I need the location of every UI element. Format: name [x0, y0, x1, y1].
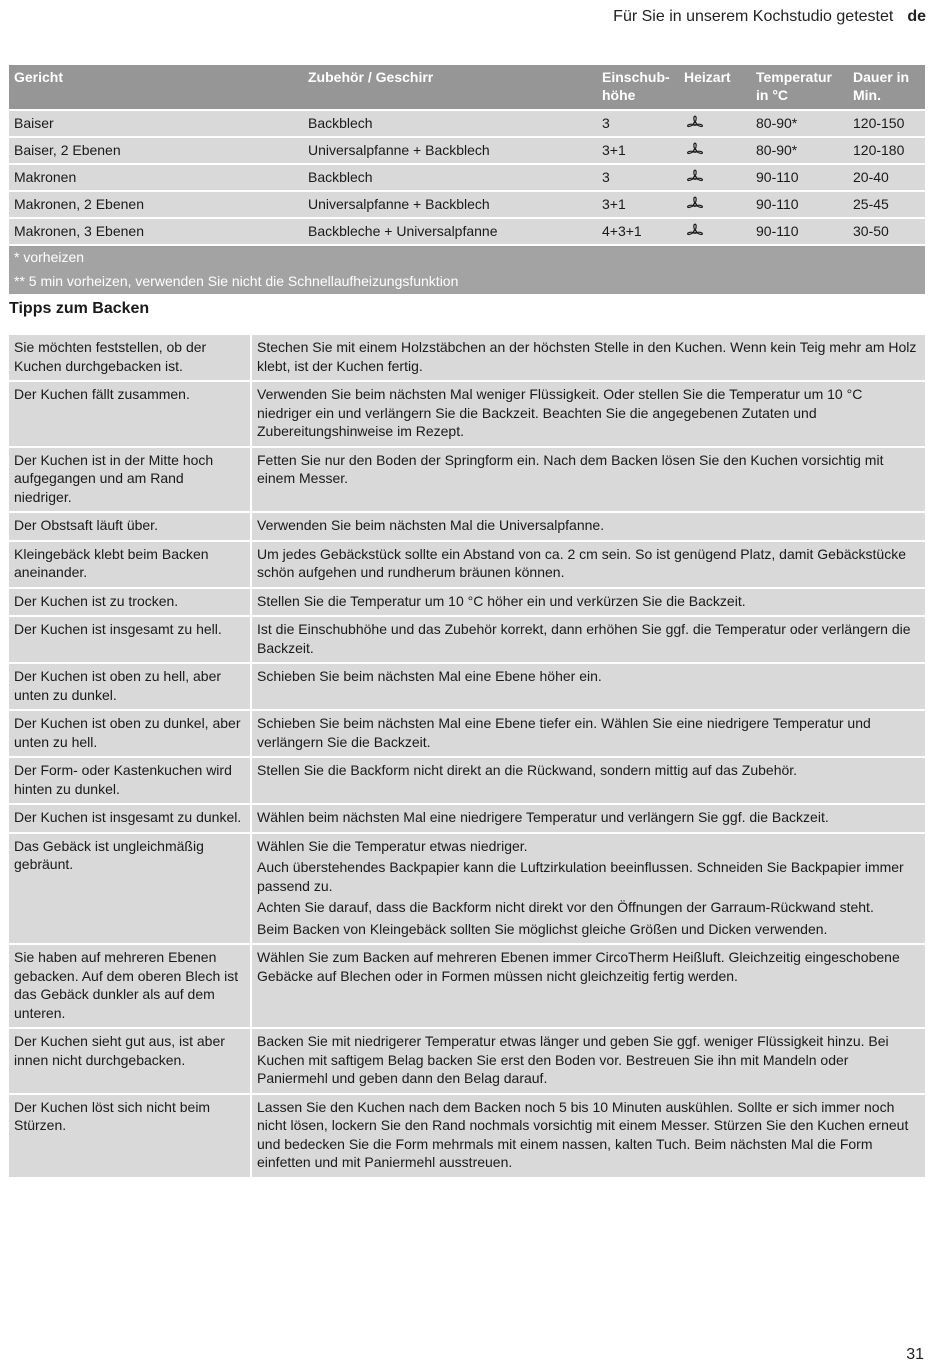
cell-heat: [679, 218, 751, 245]
tip-solution: [251, 710, 925, 757]
tip-solution-text: Stechen Sie mit einem Holzstäbchen an der höchsten Stelle in den Kuchen. Wenn kein Teig mehr am Holz klebt, ist der Kuchen fertig.: [257, 339, 917, 374]
cell-temp: 80-90*: [751, 110, 848, 137]
cell-duration: 25-45: [848, 191, 925, 218]
tip-solution-text: Schieben Sie beim nächsten Mal eine Ebene tiefer ein. Wählen Sie eine niedrigere Temperatur und verlängern Sie die Backzeit.: [257, 715, 871, 750]
cell-level: 3: [597, 110, 679, 137]
tip-solution-text: Verwenden Sie beim nächsten Mal weniger Flüssigkeit. Oder stellen Sie die Temperatur um 10 °C niedriger ein und verlängern Sie die Backzeit. Beachten Sie die angegebenen Zutaten und Zubereitungshinweise im Rezept.: [257, 386, 863, 439]
tip-row: [9, 588, 925, 617]
cell-dish: Baiser, 2 Ebenen: [9, 137, 303, 164]
tip-problem: Der Kuchen ist insgesamt zu dunkel.: [9, 804, 251, 833]
cell-level: 4+3+1: [597, 218, 679, 245]
tip-row: [9, 512, 925, 541]
tip-solution: [251, 447, 925, 513]
tip-row: [9, 710, 925, 757]
cell-heat: [679, 191, 751, 218]
tip-solution-text: Wählen Sie zum Backen auf mehreren Ebenen immer CircoTherm Heißluft. Gleichzeitig eingeschobene Gebäcke auf Blechen oder in Formen müssen nicht gleichzeitig fertig werden.: [257, 949, 900, 984]
tip-solution-text: Lassen Sie den Kuchen nach dem Backen noch 5 bis 10 Minuten auskühlen. Sollte er sich immer noch nicht lösen, lockern Sie den Rand nochmals vorsichtig mit einem Messer. Stürzen Sie den Kuchen erneut und bedecken Sie die Form mehrmals mit einem nassen, kalten Tuch. Beim nächsten Mal die Form einfetten und mit Paniermehl ausstreuen.: [257, 1098, 909, 1170]
tip-row: [9, 757, 925, 804]
cell-heat: [679, 110, 751, 137]
tip-solution-text: Backen Sie mit niedrigerer Temperatur etwas länger und geben Sie ggf. weniger Flüssigkeit hinzu. Bei Kuchen mit saftigem Belag backen Sie erst den Boden vor. Bestreuen Sie ihn mit Mandeln oder Paniermehl und geben dann den Belag darauf.: [257, 1033, 889, 1086]
tip-problem: Das Gebäck ist ungleichmäßig gebräunt.: [9, 833, 251, 945]
table-row: [9, 218, 925, 245]
tip-problem: Der Form- oder Kastenkuchen wird hinten zu dunkel.: [9, 757, 251, 804]
cell-accessory: Universalpfanne + Backblech: [303, 137, 597, 164]
tip-problem: Der Kuchen ist zu trocken.: [9, 588, 251, 617]
tip-row: [9, 804, 925, 833]
tip-solution: [251, 663, 925, 710]
fan-icon: [686, 195, 704, 213]
col-header-dish: Gericht: [9, 65, 303, 110]
tip-row: [9, 1028, 925, 1094]
tip-problem: Sie haben auf mehreren Ebenen gebacken. Auf dem oberen Blech ist das Gebäck dunkler als auf dem unteren.: [9, 944, 251, 1028]
tip-solution-text: Verwenden Sie beim nächsten Mal die Universalpfanne.: [257, 517, 605, 533]
cell-duration: 30-50: [848, 218, 925, 245]
cell-dish: Makronen, 2 Ebenen: [9, 191, 303, 218]
cell-duration: 120-180: [848, 137, 925, 164]
tip-problem: Sie möchten feststellen, ob der Kuchen durchgebacken ist.: [9, 334, 251, 381]
table-row: [9, 110, 925, 137]
cell-level: 3+1: [597, 191, 679, 218]
tip-problem: Der Obstsaft läuft über.: [9, 512, 251, 541]
cell-accessory: Backbleche + Universalpfanne: [303, 218, 597, 245]
tip-solution-text: Beim Backen von Kleingebäck sollten Sie möglichst gleiche Größen und Dicken verwenden.: [257, 920, 828, 937]
tip-solution: [251, 1028, 925, 1094]
cell-accessory: Backblech: [303, 164, 597, 191]
tip-row: [9, 944, 925, 1028]
tip-problem: Der Kuchen ist insgesamt zu hell.: [9, 616, 251, 663]
cell-dish: Baiser: [9, 110, 303, 137]
tip-problem: Kleingebäck klebt beim Backen aneinander.: [9, 541, 251, 588]
cell-duration: 20-40: [848, 164, 925, 191]
table-note-row: [9, 245, 925, 270]
tip-solution-text: Um jedes Gebäckstück sollte ein Abstand von ca. 2 cm sein. So ist genügend Platz, damit Gebäckstücke schön aufgehen und rundherum bräunen können.: [257, 545, 907, 580]
tip-row: [9, 616, 925, 663]
cell-accessory: Backblech: [303, 110, 597, 137]
tip-solution: [251, 512, 925, 541]
tips-table: [9, 333, 925, 1177]
cell-temp: 90-110: [751, 218, 848, 245]
page-number: 31: [906, 1346, 924, 1363]
tip-problem: Der Kuchen ist in der Mitte hoch aufgegangen und am Rand niedriger.: [9, 447, 251, 513]
tip-row: [9, 447, 925, 513]
baking-table: [9, 65, 925, 294]
tip-solution: [251, 588, 925, 617]
col-header-temp: Temperatur in °C: [751, 65, 848, 110]
tip-problem: Der Kuchen löst sich nicht beim Stürzen.: [9, 1094, 251, 1177]
tip-solution-text: Wählen beim nächsten Mal eine niedrigere Temperatur und verlängern Sie ggf. die Backzeit.: [257, 809, 829, 825]
page-header: [613, 8, 926, 28]
baking-table-header: [9, 65, 925, 110]
fan-icon: [686, 222, 704, 240]
tip-solution: [251, 804, 925, 833]
tip-solution: [251, 1094, 925, 1177]
tip-problem: Der Kuchen ist oben zu dunkel, aber unten zu hell.: [9, 710, 251, 757]
tip-solution-text: Achten Sie darauf, dass die Backform nicht direkt vor den Öffnungen der Garraum-Rückwand steht.: [257, 899, 874, 915]
cell-temp: 80-90*: [751, 137, 848, 164]
fan-icon: [686, 114, 704, 132]
table-row: [9, 164, 925, 191]
cell-duration: 120-150: [848, 110, 925, 137]
cell-temp: 90-110: [751, 191, 848, 218]
tip-problem: Der Kuchen fällt zusammen.: [9, 381, 251, 447]
tip-solution: [251, 541, 925, 588]
tip-row: [9, 833, 925, 945]
tip-row: [9, 334, 925, 381]
tip-solution: [251, 944, 925, 1028]
language-tag: de: [907, 8, 926, 25]
tip-solution-text: Schieben Sie beim nächsten Mal eine Ebene höher ein.: [257, 668, 602, 684]
cell-level: 3: [597, 164, 679, 191]
tip-solution-text: Stellen Sie die Temperatur um 10 °C höher ein und verkürzen Sie die Backzeit.: [257, 592, 746, 609]
section-title: Tipps zum Backen: [9, 300, 150, 317]
tip-solution: [251, 381, 925, 447]
col-header-accessory: Zubehör / Geschirr: [303, 65, 597, 110]
tip-row: [9, 541, 925, 588]
tip-solution: [251, 833, 925, 945]
cell-heat: [679, 164, 751, 191]
table-row: [9, 137, 925, 164]
fan-icon: [686, 168, 704, 186]
table-note-row: [9, 270, 925, 294]
tip-solution-text: Ist die Einschubhöhe und das Zubehör korrekt, dann erhöhen Sie ggf. die Temperatur oder verlängern die Backzeit.: [257, 621, 911, 656]
tip-row: [9, 1094, 925, 1177]
cell-level: 3+1: [597, 137, 679, 164]
tip-problem: Der Kuchen ist oben zu hell, aber unten zu dunkel.: [9, 663, 251, 710]
tip-row: [9, 381, 925, 447]
col-header-level: Einschub-höhe: [597, 65, 679, 110]
tip-solution-text: Wählen Sie die Temperatur etwas niedriger.: [257, 837, 528, 854]
table-note: ** 5 min vorheizen, verwenden Sie nicht die Schnellaufheizungsfunktion: [9, 270, 925, 294]
tip-solution-text: Stellen Sie die Backform nicht direkt an die Rückwand, sondern mittig auf das Zubehör.: [257, 762, 798, 778]
cell-dish: Makronen, 3 Ebenen: [9, 218, 303, 245]
cell-dish: Makronen: [9, 164, 303, 191]
tip-solution: [251, 757, 925, 804]
fan-icon: [686, 141, 704, 159]
tip-solution-text: Auch überstehendes Backpapier kann die Luftzirkulation beeinflussen. Schneiden Sie Backpapier immer passend zu.: [257, 859, 904, 894]
col-header-heat: Heizart: [679, 65, 751, 110]
cell-heat: [679, 137, 751, 164]
header-title: Für Sie in unserem Kochstudio getestet: [613, 8, 894, 25]
tip-solution: [251, 616, 925, 663]
cell-accessory: Universalpfanne + Backblech: [303, 191, 597, 218]
table-note: * vorheizen: [9, 245, 925, 270]
cell-temp: 90-110: [751, 164, 848, 191]
col-header-duration: Dauer in Min.: [848, 65, 925, 110]
tip-problem: Der Kuchen sieht gut aus, ist aber innen nicht durchgebacken.: [9, 1028, 251, 1094]
tip-solution-text: Fetten Sie nur den Boden der Springform ein. Nach dem Backen lösen Sie den Kuchen vorsichtig mit einem Messer.: [257, 451, 884, 486]
table-row: [9, 191, 925, 218]
tip-row: [9, 663, 925, 710]
tip-solution: [251, 334, 925, 381]
